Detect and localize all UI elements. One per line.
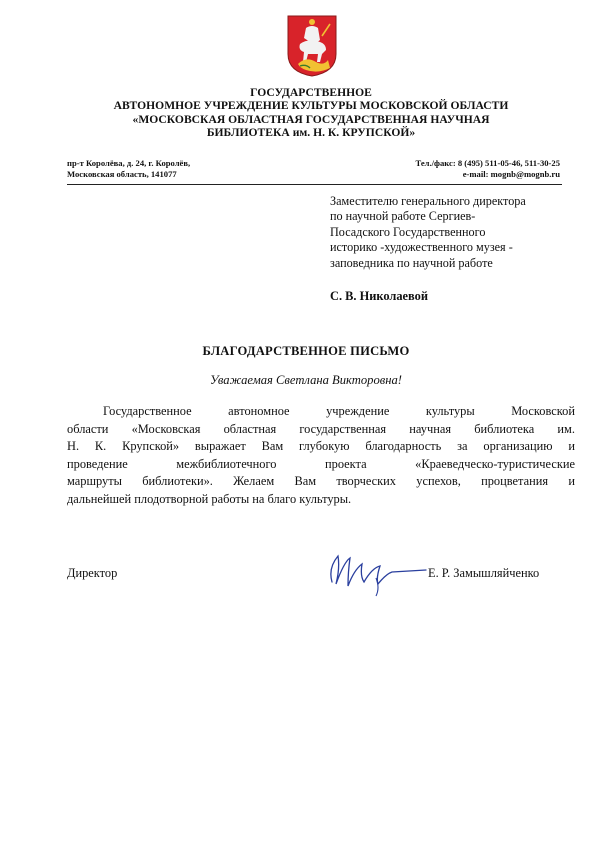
addressee-line: Посадского Государственного <box>330 224 486 239</box>
org-line: БИБЛИОТЕКА им. Н. К. КРУПСКОЙ» <box>206 126 416 140</box>
header-divider <box>67 184 562 185</box>
email: e-mail: mognb@mognb.ru <box>462 169 560 179</box>
organization-address <box>67 158 190 180</box>
addressee-name: С. В. Николаевой <box>330 289 428 303</box>
addressee-block <box>330 194 570 271</box>
addressee-line: заповедника по научной работе <box>330 255 493 270</box>
coat-of-arms-icon <box>286 14 338 78</box>
body-line: дальнейшей плодотворной работы на благо культуры. <box>67 491 352 506</box>
address-line: Московская область, 141077 <box>67 169 177 179</box>
handwritten-signature <box>318 548 428 598</box>
body-line: области «Московская областная государственная научная библиотека им. <box>67 421 575 436</box>
phone-fax: Тел./факс: 8 (495) 511-05-46, 511-30-25 <box>415 158 560 168</box>
body-line: Н. К. Крупской» выражает Вам глубокую благодарность за организацию и <box>67 439 575 454</box>
body-line: маршруты библиотеки». Желаем Вам творческих успехов, процветания и <box>67 474 575 489</box>
addressee-line: Заместителю генерального директора <box>330 194 526 208</box>
organization-name <box>60 86 562 140</box>
signatory-name: Е. Р. Замышляйченко <box>428 566 540 580</box>
salutation: Уважаемая Светлана Викторовна! <box>210 373 402 387</box>
letter-body <box>67 403 575 509</box>
letter-title: БЛАГОДАРСТВЕННОЕ ПИСЬМО <box>202 344 410 358</box>
signatory-role: Директор <box>67 566 118 580</box>
address-line: пр-т Королёва, д. 24, г. Королёв, <box>67 158 191 168</box>
org-line: АВТОНОМНОЕ УЧРЕЖДЕНИЕ КУЛЬТУРЫ МОСКОВСКОЙ ОБЛАСТИ <box>113 99 509 113</box>
organization-contacts <box>415 158 560 180</box>
org-line: ГОСУДАРСТВЕННОЕ <box>250 86 372 99</box>
body-line: Государственное автономное учреждение культуры Московской <box>103 404 575 418</box>
addressee-line: историко -художественного музея - <box>330 240 513 255</box>
body-line: проведение межбиблиотечного проекта «Краеведческо-туристические <box>67 456 575 471</box>
org-line: «МОСКОВСКАЯ ОБЛАСТНАЯ ГОСУДАРСТВЕННАЯ НАУЧНАЯ <box>132 112 490 126</box>
addressee-line: по научной работе Сергиев- <box>330 209 476 224</box>
